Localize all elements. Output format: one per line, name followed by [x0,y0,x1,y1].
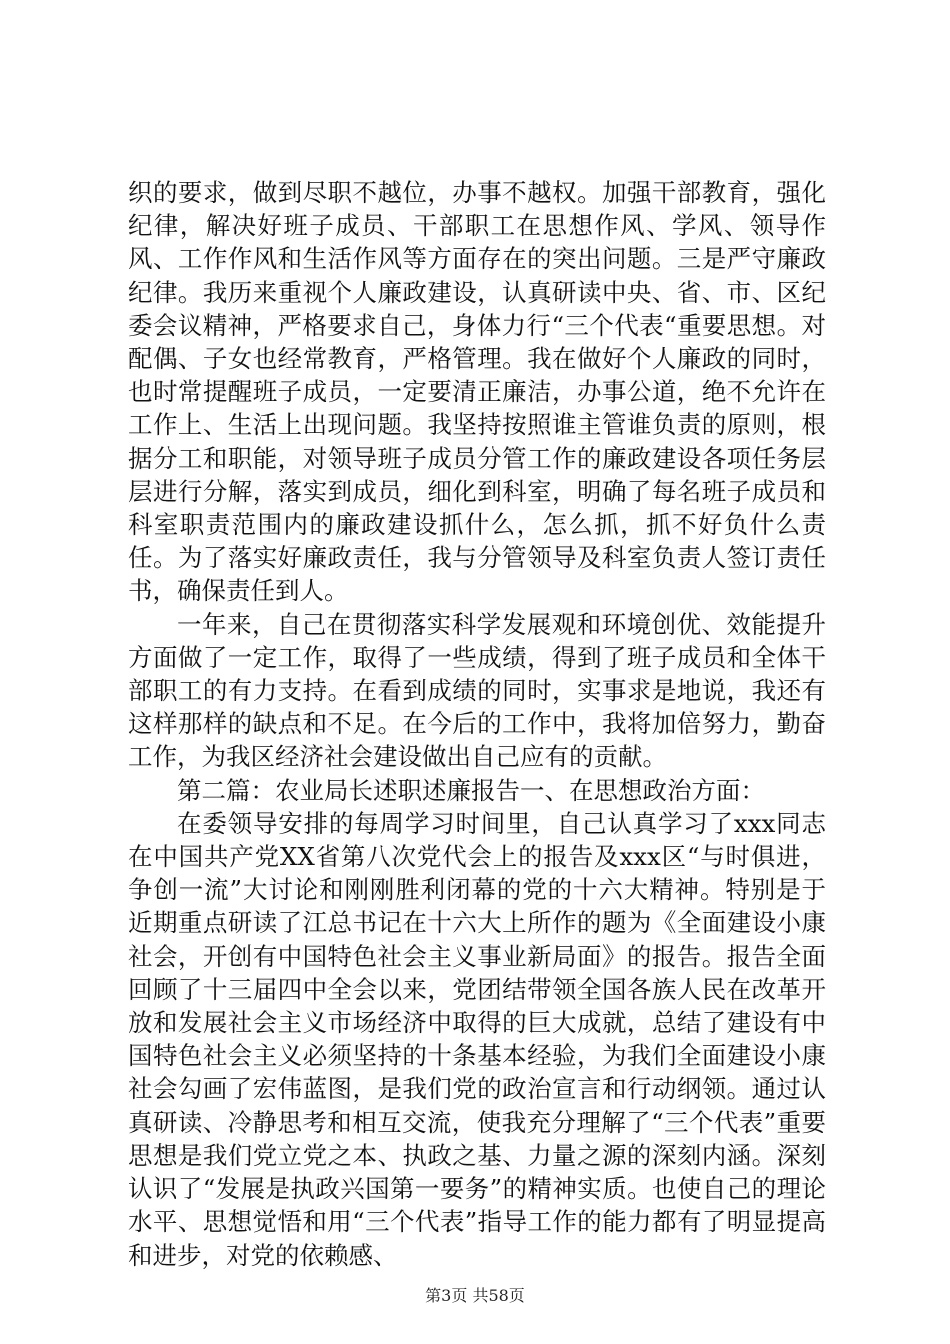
paragraph-summary: 一年来，自己在贯彻落实科学发展观和环境创优、效能提升方面做了一定工作，取得了一些成绩，得到了班子成员和全体干部职工的有力支持。在看到成绩的同时，实事求是地说，我还有这样那样的缺点和不足。在今后的工作中，我将加倍努力，勤奋工作，为我区经济社会建设做出自己应有的贡献。 [128,609,826,772]
page-number-footer: 第3页 共58页 [425,1286,525,1305]
section-heading: 第二篇：农业局长述职述廉报告一、在思想政治方面： [177,775,765,805]
paragraph-political-study: 在委领导安排的每周学习时间里，自己认真学习了xxx同志在中国共产党XX省第八次党代会上的报告及xxx区“与时俱进，争创一流”大讨论和刚刚胜利闭幕的党的十六大精神。特别是于近期重点研读了江总书记在十六大上所作的题为《全面建设小康社会，开创有中国特色社会主义事业新局面》的报告。报告全面回顾了十三届四中全会以来，党团结带领全国各族人民在改革开放和发展社会主义市场经济中取得的巨大成就，总结了建设有中国特色社会主义必须坚持的十条基本经验，为我们全面建设小康社会勾画了宏伟蓝图，是我们党的政治宣言和行动纲领。通过认真研读、冷静思考和相互交流，使我充分理解了“三个代表”重要思想是我们党立党之本、执政之基、力量之源的深刻内涵。深刻认识了“发展是执政兴国第一要务”的精神实质。也使自己的理论水平、思想觉悟和用“三个代表”指导工作的能力都有了明显提高和进步，对党的依赖感、 [128,808,826,1270]
paragraph-continuation: 织的要求，做到尽职不越位，办事不越权。加强干部教育，强化纪律，解决好班子成员、干部职工在思想作风、学风、领导作风、工作作风和生活作风等方面存在的突出问题。三是严守廉政纪律。我历来重视个人廉政建设，认真研读中央、省、市、区纪委会议精神，严格要求自己，身体力行“三个代表“重要思想。对配偶、子女也经常教育，严格管理。我在做好个人廉政的同时，也时常提醒班子成员，一定要清正廉洁，办事公道，绝不允许在工作上、生活上出现问题。我坚持按照谁主管谁负责的原则，根据分工和职能，对领导班子成员分管工作的廉政建设各项任务层层进行分解，落实到成员，细化到科室，明确了每名班子成员和科室职责范围内的廉政建设抓什么，怎么抓，抓不好负什么责任。为了落实好廉政责任，我与分管领导及科室负责人签订责任书，确保责任到人。 [128,178,826,606]
document-body [128,176,826,1272]
